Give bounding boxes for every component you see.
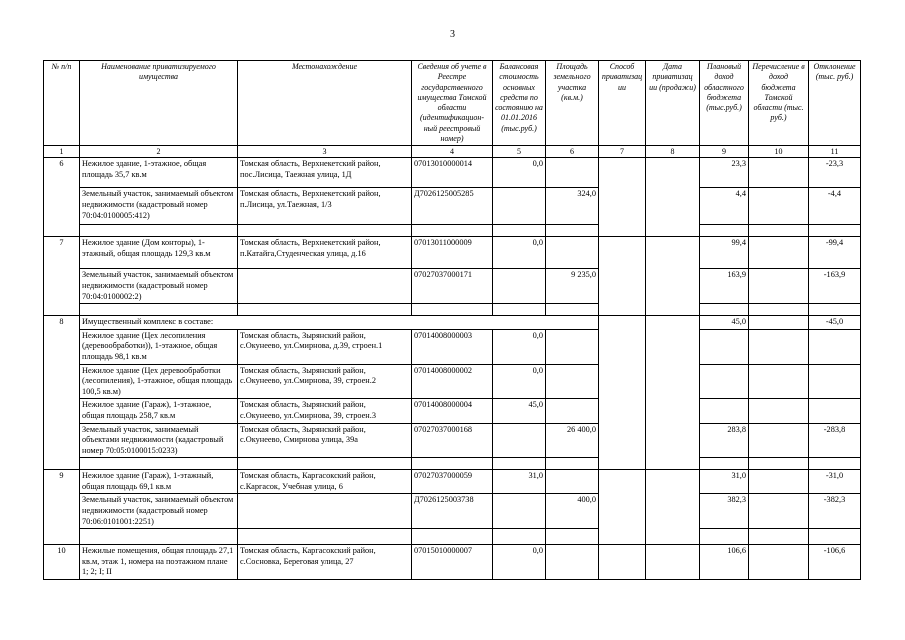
planned-income <box>700 364 749 399</box>
planned-income: 283,8 <box>700 423 749 458</box>
item-location: Томская область, Каргасокский район, с.Каргасок, Учебная улица, 6 <box>238 470 412 494</box>
privatization-method <box>599 237 646 316</box>
item-location: Томская область, Зырянский район, с.Окунеево, ул.Смирнова, 39, строен.2 <box>238 364 412 399</box>
registry-number: 07015010000007 <box>412 545 493 580</box>
balance-value <box>493 423 546 458</box>
column-number: 6 <box>546 146 599 158</box>
deviation: -45,0 <box>809 316 861 330</box>
item-number: 6 <box>44 158 80 237</box>
planned-income: 382,3 <box>700 494 749 529</box>
table-row <box>44 545 861 580</box>
item-name: Нежилое здание (Гараж), 1-этажный, общая площадь 69,1 кв.м <box>80 470 238 494</box>
balance-value: 0,0 <box>493 364 546 399</box>
item-number: 9 <box>44 470 80 545</box>
item-location: Томская область, Каргасокский район, с.Сосновка, Береговая улица, 27 <box>238 545 412 580</box>
registry-number: 07027037000171 <box>412 269 493 304</box>
item-name: Нежилое здание (Цех деревообработки (лесопиления), 1-этажное, общая площадь 100,5 кв.м) <box>80 364 238 399</box>
item-name: Земельный участок, занимаемый объектом недвижимости (кадастровый номер 70:06:0101001:2251) <box>80 494 238 529</box>
planned-income: 4,4 <box>700 188 749 225</box>
item-location <box>238 269 412 304</box>
land-area <box>546 545 599 580</box>
balance-value <box>493 494 546 529</box>
deviation: -23,3 <box>809 158 861 188</box>
table-row <box>44 188 861 225</box>
item-location: Томская область, Зырянский район, с.Окунеево, ул.Смирнова, 39, строен.3 <box>238 399 412 423</box>
spacer-row <box>44 529 861 545</box>
balance-value <box>493 269 546 304</box>
item-location: Томская область, Верхнекетский район, п.Лисица, ул.Таежная, 1/3 <box>238 188 412 225</box>
balance-value: 0,0 <box>493 237 546 269</box>
table-row <box>44 470 861 494</box>
balance-value <box>493 188 546 225</box>
planned-income: 99,4 <box>700 237 749 269</box>
column-number: 2 <box>80 146 238 158</box>
column-number: 5 <box>493 146 546 158</box>
column-number: 8 <box>646 146 700 158</box>
transferred-amount <box>749 316 809 330</box>
item-number: 10 <box>44 545 80 580</box>
registry-number: 07014008000004 <box>412 399 493 423</box>
item-location: Томская область, Зырянский район, с.Окунеево, ул.Смирнова, д.39, строен.1 <box>238 329 412 364</box>
item-name: Земельный участок, занимаемый объектом недвижимости (кадастровый номер 70:04:0100002:2) <box>80 269 238 304</box>
registry-number: 07014008000002 <box>412 364 493 399</box>
item-location: Томская область, Верхнекетский район, пос.Лисица, Таежная улица, 1Д <box>238 158 412 188</box>
transferred-amount <box>749 237 809 269</box>
deviation: -382,3 <box>809 494 861 529</box>
complex-row <box>44 316 861 330</box>
header-cell: Отклонение (тыс. руб.) <box>809 61 861 146</box>
item-number: 7 <box>44 237 80 316</box>
item-location: Томская область, Зырянский район, с.Окунеево, Смирнова улица, 39а <box>238 423 412 458</box>
balance-value: 0,0 <box>493 158 546 188</box>
item-name: Земельный участок, занимаемый объектами недвижимости (кадастровый номер 70:05:0100015:0233) <box>80 423 238 458</box>
registry-number: Д7026125005285 <box>412 188 493 225</box>
deviation: -99,4 <box>809 237 861 269</box>
column-number: 1 <box>44 146 80 158</box>
transferred-amount <box>749 423 809 458</box>
table-row <box>44 329 861 364</box>
planned-income <box>700 329 749 364</box>
balance-value: 31,0 <box>493 470 546 494</box>
planned-income: 163,9 <box>700 269 749 304</box>
transferred-amount <box>749 470 809 494</box>
header-cell: Сведения об учете в Реестре государственного имущества Томской области (идентификацион-ный реестровый номер) <box>412 61 493 146</box>
privatization-date <box>646 545 700 580</box>
table-row <box>44 364 861 399</box>
deviation <box>809 364 861 399</box>
column-number: 7 <box>599 146 646 158</box>
table-row <box>44 237 861 269</box>
deviation <box>809 399 861 423</box>
item-name: Земельный участок, занимаемый объектом недвижимости (кадастровый номер 70:04:0100005:412) <box>80 188 238 225</box>
planned-income: 23,3 <box>700 158 749 188</box>
land-area: 400,0 <box>546 494 599 529</box>
item-name: Нежилые помещения, общая площадь 27,1 кв.м, этаж 1, номера на поэтажном плане 1; 2; I; II <box>80 545 238 580</box>
deviation: -106,6 <box>809 545 861 580</box>
privatization-method <box>599 545 646 580</box>
spacer-row <box>44 458 861 470</box>
deviation: -283,8 <box>809 423 861 458</box>
complex-title: Имущественный комплекс в составе: <box>80 316 599 330</box>
transferred-amount <box>749 269 809 304</box>
header-cell: № п/п <box>44 61 80 146</box>
registry-number: 07027037000168 <box>412 423 493 458</box>
privatization-date <box>646 158 700 237</box>
planned-income: 45,0 <box>700 316 749 330</box>
column-number-row <box>44 146 861 158</box>
header-cell: Наименование приватизируемого имущества <box>80 61 238 146</box>
privatization-method <box>599 316 646 470</box>
privatization-date <box>646 237 700 316</box>
privatization-table <box>43 60 861 580</box>
item-name: Нежилое здание (Цех лесопиления (деревообработки)), 1-этажное, общая площадь 98,1 кв.м <box>80 329 238 364</box>
land-area <box>546 329 599 364</box>
privatization-method <box>599 470 646 545</box>
table-row <box>44 423 861 458</box>
transferred-amount <box>749 364 809 399</box>
table-row <box>44 269 861 304</box>
table-row <box>44 399 861 423</box>
column-number: 4 <box>412 146 493 158</box>
planned-income <box>700 399 749 423</box>
header-cell: Дата приватизац ии (продажи) <box>646 61 700 146</box>
header-cell: Балансовая стоимость основных средств по состоянию на 01.01.2016 (тыс.руб.) <box>493 61 546 146</box>
item-name: Нежилое здание, 1-этажное, общая площадь 35,7 кв.м <box>80 158 238 188</box>
registry-number: 07014008000003 <box>412 329 493 364</box>
page-number: 3 <box>450 29 455 40</box>
land-area <box>546 158 599 188</box>
spacer-row <box>44 304 861 316</box>
planned-income: 106,6 <box>700 545 749 580</box>
table-row <box>44 494 861 529</box>
column-number: 11 <box>809 146 861 158</box>
table-row <box>44 158 861 188</box>
item-name: Нежилое здание (Дом конторы), 1-этажный, общая площадь 129,3 кв.м <box>80 237 238 269</box>
header-row <box>44 61 861 146</box>
privatization-date <box>646 316 700 470</box>
column-number: 10 <box>749 146 809 158</box>
land-area <box>546 399 599 423</box>
item-location <box>238 494 412 529</box>
land-area: 26 400,0 <box>546 423 599 458</box>
land-area <box>546 470 599 494</box>
balance-value: 0,0 <box>493 545 546 580</box>
transferred-amount <box>749 399 809 423</box>
item-location: Томская область, Верхнекетский район, п.Катайга,Студенческая улица, д.16 <box>238 237 412 269</box>
deviation: -31,0 <box>809 470 861 494</box>
land-area: 324,0 <box>546 188 599 225</box>
privatization-date <box>646 470 700 545</box>
transferred-amount <box>749 158 809 188</box>
balance-value: 0,0 <box>493 329 546 364</box>
header-cell: Местонахождение <box>238 61 412 146</box>
item-number: 8 <box>44 316 80 470</box>
header-cell: Перечисление в доход бюджета Томской области (тыс. руб.) <box>749 61 809 146</box>
registry-number: 07027037000059 <box>412 470 493 494</box>
registry-number: 07013010000014 <box>412 158 493 188</box>
balance-value: 45,0 <box>493 399 546 423</box>
land-area <box>546 237 599 269</box>
land-area: 9 235,0 <box>546 269 599 304</box>
column-number: 3 <box>238 146 412 158</box>
header-cell: Способ приватизац ии <box>599 61 646 146</box>
header-cell: Площадь земельного участка (кв.м.) <box>546 61 599 146</box>
registry-number: Д7026125003738 <box>412 494 493 529</box>
privatization-method <box>599 158 646 237</box>
land-area <box>546 364 599 399</box>
deviation <box>809 329 861 364</box>
transferred-amount <box>749 494 809 529</box>
item-name: Нежилое здание (Гараж), 1-этажное, общая площадь 258,7 кв.м <box>80 399 238 423</box>
transferred-amount <box>749 545 809 580</box>
deviation: -163,9 <box>809 269 861 304</box>
registry-number: 07013011000009 <box>412 237 493 269</box>
spacer-row <box>44 225 861 237</box>
transferred-amount <box>749 329 809 364</box>
deviation: -4,4 <box>809 188 861 225</box>
planned-income: 31,0 <box>700 470 749 494</box>
transferred-amount <box>749 188 809 225</box>
column-number: 9 <box>700 146 749 158</box>
header-cell: Плановый доход областного бюджета (тыс.руб.) <box>700 61 749 146</box>
